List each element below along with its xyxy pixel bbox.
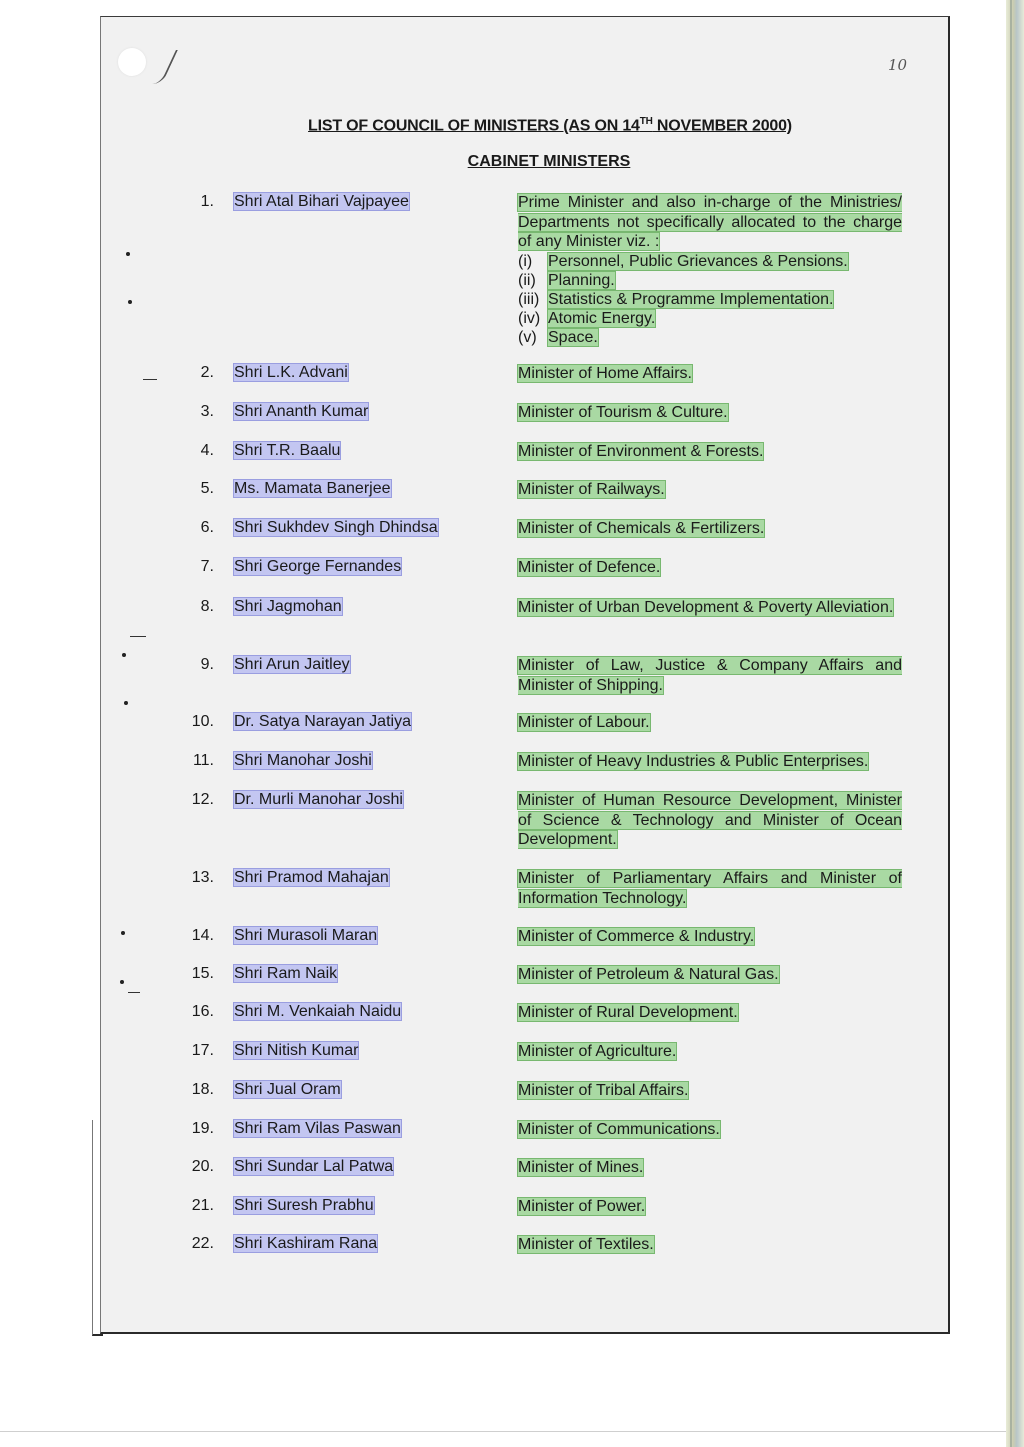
portfolio-text: Minister of Home Affairs. (518, 365, 692, 382)
portfolio-text: Prime Minister and also in-charge of the Ministries/ Departments not specifically allocated to the charge of any Minister viz. : (518, 194, 902, 250)
row-number: 2. (200, 364, 214, 381)
scan-speck (126, 252, 130, 256)
portfolio (518, 598, 902, 618)
minister-name (234, 480, 391, 498)
row-number: 20. (191, 1158, 214, 1175)
subject-text: Atomic Energy. (548, 309, 656, 327)
portfolio (518, 558, 902, 578)
minister-name-text: Shri T.R. Baalu (234, 442, 341, 459)
portfolio-text: Minister of Urban Development & Poverty Alleviation. (518, 599, 894, 616)
portfolio (518, 1235, 902, 1255)
minister-name (234, 519, 438, 537)
row-number: 19. (191, 1120, 214, 1137)
portfolio (518, 480, 902, 500)
minister-name-text: Shri Sundar Lal Patwa (234, 1158, 394, 1175)
portfolio (518, 713, 902, 733)
minister-name (234, 1158, 393, 1176)
minister-name (234, 713, 411, 731)
minister-name-text: Dr. Murli Manohar Joshi (234, 791, 403, 808)
portfolio-text: Minister of Human Resource Development, Minister of Science & Technology and Minister of Ocean Development. (518, 792, 902, 848)
portfolio-text: Minister of Heavy Industries & Public Enterprises. (518, 753, 869, 770)
minister-name (234, 1081, 341, 1099)
title-superscript: TH (639, 116, 653, 127)
portfolio-text: Minister of Textiles. (518, 1236, 654, 1253)
row-number: 11. (192, 752, 214, 769)
portfolio-text: Minister of Communications. (518, 1121, 720, 1138)
scan-border-line (0, 1431, 1006, 1432)
minister-name-text: Dr. Satya Narayan Jatiya (234, 713, 411, 730)
minister-name-text: Shri Kashiram Rana (234, 1235, 378, 1252)
portfolio-text: Minister of Environment & Forests. (518, 443, 764, 460)
minister-name-text: Shri Ram Naik (234, 965, 338, 982)
title-prefix: LIST OF COUNCIL OF MINISTERS (AS ON 14 (308, 117, 640, 135)
subject-number: (iii) (518, 290, 540, 308)
subject-number: (v) (518, 328, 537, 346)
title-suffix: NOVEMBER 2000) (652, 117, 792, 135)
row-number: 16. (191, 1003, 214, 1020)
subject-item (518, 252, 902, 271)
scanner-edge (1006, 0, 1024, 1447)
section-heading: CABINET MINISTERS (467, 153, 631, 170)
scan-speck (121, 931, 125, 935)
subject-list (518, 252, 902, 347)
minister-name (234, 1003, 401, 1021)
portfolio-text: Minister of Agriculture. (518, 1043, 677, 1060)
minister-name-text: Shri Suresh Prabhu (234, 1197, 374, 1214)
subject-number: (ii) (518, 271, 536, 289)
minister-name (234, 1235, 377, 1253)
subject-text: Personnel, Public Grievances & Pensions. (548, 252, 848, 270)
minister-name (234, 1042, 358, 1060)
portfolio (518, 656, 902, 695)
subject-text: Planning. (548, 271, 615, 289)
minister-name (234, 927, 377, 945)
minister-name-text: Shri Atal Bihari Vajpayee (234, 193, 409, 210)
minister-name (234, 442, 340, 460)
row-number: 10. (191, 713, 214, 730)
subject-item (518, 290, 902, 309)
portfolio-text: Minister of Railways. (518, 481, 665, 498)
portfolio-text: Minister of Rural Development. (518, 1004, 738, 1021)
scan-speck (128, 300, 132, 304)
portfolio (518, 403, 902, 423)
minister-name-text: Shri Murasoli Maran (234, 927, 378, 944)
minister-name-text: Ms. Mamata Banerjee (234, 480, 391, 497)
portfolio-text: Minister of Power. (518, 1198, 646, 1215)
minister-name-text: Shri Jual Oram (234, 1081, 341, 1098)
row-number: 22. (191, 1235, 214, 1252)
portfolio (518, 1158, 902, 1178)
subject-text: Space. (548, 328, 598, 346)
subject-number: (i) (518, 252, 533, 270)
portfolio-text: Minister of Tourism & Culture. (518, 404, 728, 421)
minister-name-text: Shri Nitish Kumar (234, 1042, 359, 1059)
scan-mark (128, 992, 140, 993)
portfolio (518, 519, 902, 539)
minister-name-text: Shri Arun Jaitley (234, 656, 350, 673)
portfolio (518, 927, 902, 947)
subject-item (518, 271, 902, 290)
portfolio-text: Minister of Law, Justice & Company Affairs and Minister of Shipping. (518, 657, 902, 694)
row-number: 4. (200, 442, 214, 459)
minister-name-text: Shri Sukhdev Singh Dhindsa (234, 519, 438, 536)
subject-number: (iv) (518, 309, 541, 327)
portfolio-text: Minister of Tribal Affairs. (518, 1082, 689, 1099)
minister-name-text: Shri Jagmohan (234, 598, 342, 615)
row-number: 21. (191, 1197, 214, 1214)
minister-name-text: Shri M. Venkaiah Naidu (234, 1003, 402, 1020)
portfolio-text: Minister of Defence. (518, 559, 661, 576)
portfolio (518, 965, 902, 985)
minister-name-text: Shri Ram Vilas Paswan (234, 1120, 401, 1137)
portfolio (518, 1042, 902, 1062)
row-number: 12. (191, 791, 214, 808)
portfolio (518, 752, 902, 772)
portfolio-text: Minister of Labour. (518, 714, 650, 731)
portfolio (518, 442, 902, 462)
scan-speck (124, 701, 128, 705)
minister-name (234, 1120, 401, 1138)
minister-name-text: Shri Manohar Joshi (234, 752, 372, 769)
minister-name (234, 598, 342, 616)
portfolio (518, 791, 902, 850)
minister-name (234, 791, 403, 809)
minister-name (234, 364, 348, 382)
page-number: 10 (888, 56, 908, 74)
portfolio (518, 1081, 902, 1101)
portfolio-text: Minister of Petroleum & Natural Gas. (518, 966, 779, 983)
subject-item (518, 309, 902, 328)
minister-name (234, 965, 337, 983)
row-number: 5. (200, 480, 214, 497)
minister-name (234, 869, 389, 887)
row-number: 6. (200, 519, 214, 536)
minister-name (234, 752, 372, 770)
minister-name (234, 656, 350, 674)
scan-speck (122, 653, 126, 657)
row-number: 7. (200, 558, 214, 575)
row-number: 8. (200, 598, 214, 615)
portfolio-text: Minister of Mines. (518, 1159, 644, 1176)
portfolio-text: Minister of Parliamentary Affairs and Minister of Information Technology. (518, 870, 902, 907)
portfolio-text: Minister of Chemicals & Fertilizers. (518, 520, 765, 537)
minister-name-text: Shri Ananth Kumar (234, 403, 369, 420)
portfolio (518, 1120, 902, 1140)
portfolio (518, 193, 902, 347)
subject-text: Statistics & Programme Implementation. (548, 290, 834, 308)
row-number: 3. (200, 403, 214, 420)
minister-name (234, 558, 401, 576)
document-title (100, 116, 1000, 135)
minister-name-text: Shri Pramod Mahajan (234, 869, 389, 886)
row-number: 14. (191, 927, 214, 944)
minister-name (234, 193, 409, 211)
row-number: 9. (200, 656, 214, 673)
subject-item (518, 328, 902, 347)
portfolio (518, 364, 902, 384)
row-number: 15. (191, 965, 214, 982)
portfolio (518, 869, 902, 908)
minister-name-text: Shri L.K. Advani (234, 364, 348, 381)
minister-name-text: Shri George Fernandes (234, 558, 402, 575)
portfolio-text: Minister of Commerce & Industry. (518, 928, 755, 945)
portfolio (518, 1197, 902, 1217)
portfolio (518, 1003, 902, 1023)
minister-name (234, 403, 368, 421)
row-number: 17. (191, 1042, 214, 1059)
row-number: 13. (191, 869, 214, 886)
minister-name (234, 1197, 374, 1215)
sheet-edge (92, 1120, 103, 1336)
row-number: 18. (191, 1081, 214, 1098)
scan-speck (120, 980, 124, 984)
scan-mark (143, 379, 157, 380)
scan-mark (130, 636, 146, 637)
row-number: 1. (200, 193, 214, 210)
